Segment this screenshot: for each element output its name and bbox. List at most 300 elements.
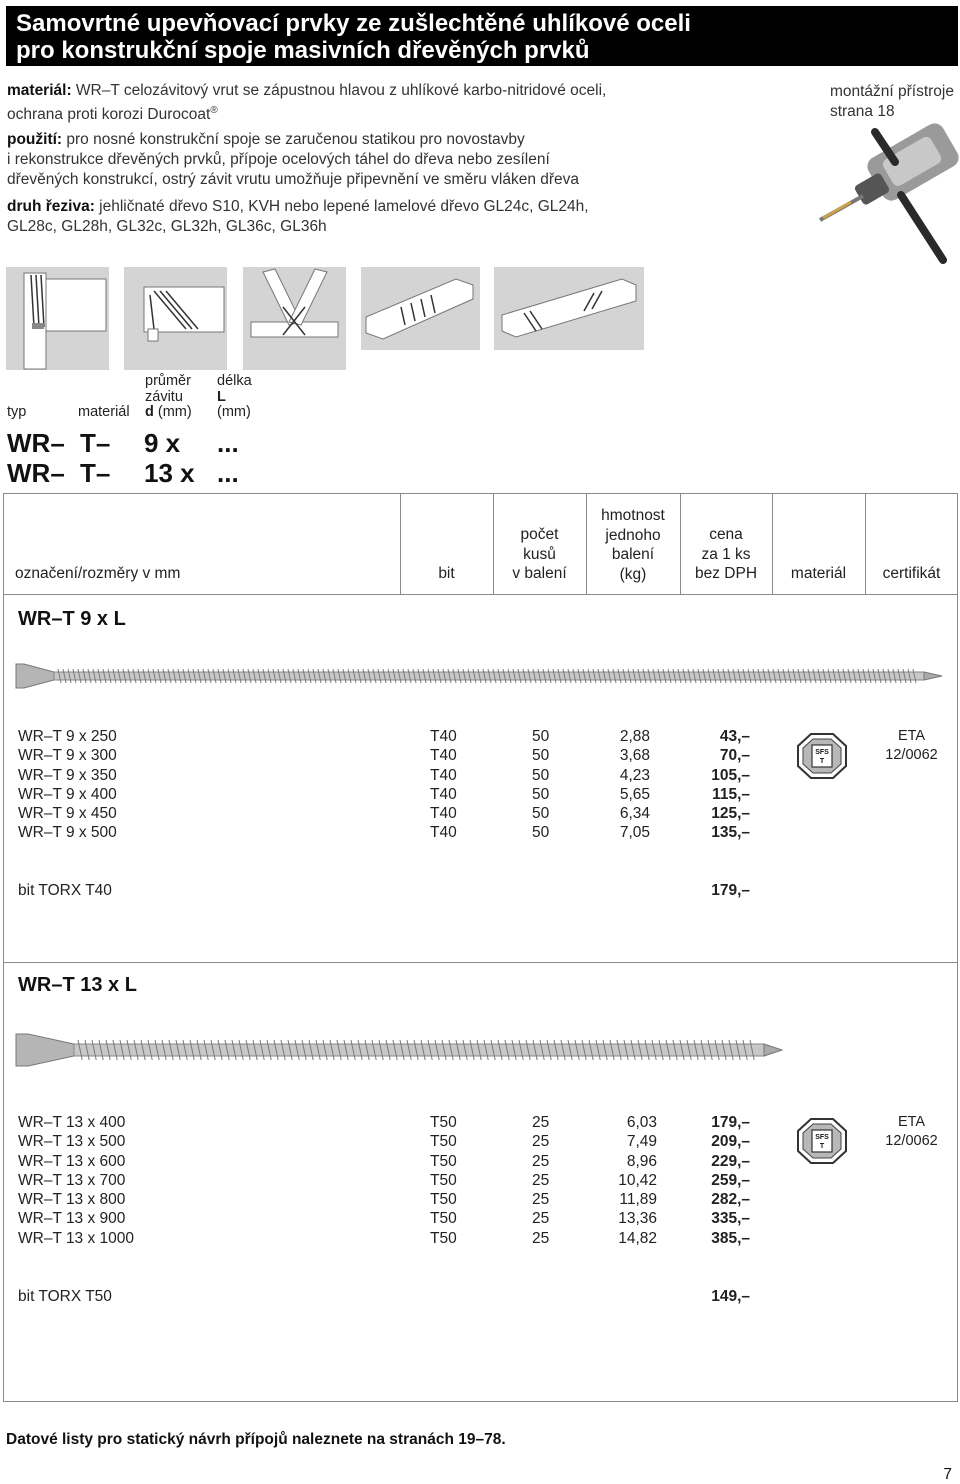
use-text-3: dřevěných konstrukcí, ostrý závit vrutu umožňuje připevnění ve směru vláken dřeva [7, 171, 580, 188]
price-line-3: bez DPH [694, 565, 758, 582]
table-row: WR–T 9 x 500 [18, 824, 117, 842]
thread-line [624, 1040, 628, 1060]
thread-line [403, 669, 406, 683]
drill-machine-icon [815, 120, 960, 265]
thread-line [183, 669, 186, 683]
material-text-1: WR–T celozávitový vrut se zápustnou hlavou z uhlíkové karbo-nitridové oceli, [71, 82, 607, 99]
thread-line [666, 1040, 670, 1060]
cell-price: 135,– [711, 824, 750, 842]
cell-weight: 7,49 [626, 1133, 657, 1151]
thread-line [668, 669, 671, 683]
thread-line [263, 669, 266, 683]
thread-line [526, 1040, 530, 1060]
thread-line [128, 669, 131, 683]
thread-line [281, 1040, 285, 1060]
thread-line [698, 669, 701, 683]
thread-line [798, 669, 801, 683]
type-header-diameter [145, 374, 192, 421]
thread-line [548, 669, 551, 683]
thread-line [373, 669, 376, 683]
thread-line [337, 1040, 341, 1060]
thread-line [723, 669, 726, 683]
thread-line [153, 669, 156, 683]
badge-text-line-2: T [819, 1143, 825, 1150]
price-column [680, 727, 750, 843]
thread-line [753, 669, 756, 683]
badge-text-line-1: SFS [815, 1134, 829, 1141]
table-row: WR–T 9 x 250 [18, 728, 117, 745]
section-rule [3, 962, 958, 963]
table-row: WR–T 13 x 1000 [18, 1229, 135, 1247]
thread-line [568, 669, 571, 683]
thread-line [163, 669, 166, 683]
thread-line [578, 669, 581, 683]
cell-bit: T40 [430, 747, 457, 765]
thread-line [518, 669, 521, 683]
thread-line [316, 1040, 320, 1060]
diagram-column-connection [6, 267, 109, 370]
thread-line [743, 1040, 747, 1060]
weight-column [596, 727, 650, 843]
thread-line [63, 669, 66, 683]
certificate-line-2: 12/0062 [885, 747, 938, 764]
thread-line [512, 1040, 516, 1060]
thread-line [155, 1040, 159, 1060]
thread-line [148, 669, 151, 683]
thread-line [863, 669, 866, 683]
thread-line [645, 1040, 649, 1060]
cell-price: 282,– [711, 1191, 750, 1209]
thread-line [623, 669, 626, 683]
thread-line [133, 669, 136, 683]
thread-line [793, 669, 796, 683]
thread-line [388, 669, 391, 683]
thread-line [694, 1040, 698, 1060]
count-line-2: kusů [523, 545, 556, 563]
thread-line [708, 669, 711, 683]
diameter-unit: (mm) [153, 404, 192, 420]
section-title: WR–T 13 x L [18, 974, 137, 996]
thread-line [687, 1040, 691, 1060]
table-row: WR–T 13 x 600 [18, 1152, 126, 1170]
material-text-2: ochrana proti korozi Durocoat [7, 106, 211, 124]
certificate-line-1: ETA [897, 728, 926, 744]
cell-weight: 7,05 [619, 824, 650, 842]
thread-line [533, 669, 536, 683]
thread-line [98, 669, 101, 683]
thread-line [438, 669, 441, 683]
cell-weight: 13,36 [618, 1210, 657, 1228]
thread-line [491, 1040, 495, 1060]
thread-line [873, 669, 876, 683]
thread-line [88, 669, 91, 683]
thread-line [652, 1040, 656, 1060]
thread-line [477, 1040, 481, 1060]
cell-bit: T50 [430, 1210, 457, 1228]
thread-line [449, 1040, 453, 1060]
thread-line [428, 1040, 432, 1060]
thread-line [738, 669, 741, 683]
thread-line [68, 669, 71, 683]
cell-weight: 4,23 [619, 766, 650, 784]
thread-line [333, 669, 336, 683]
length-unit: (mm) [217, 404, 251, 420]
thread-line [398, 669, 401, 683]
type-header-typ: typ [7, 404, 27, 420]
thread-line [498, 669, 501, 683]
thread-line [267, 1040, 271, 1060]
cell-price: 335,– [711, 1210, 750, 1228]
name-column [18, 1113, 134, 1248]
cell-bit: T50 [430, 1191, 457, 1209]
thread-line [302, 1040, 306, 1060]
thread-line [365, 1040, 369, 1060]
type-row-typ: WR– [7, 428, 65, 458]
badge-text-line-1: SFS [815, 749, 829, 756]
thread-line [323, 669, 326, 683]
table-row: WR–T 13 x 900 [18, 1210, 126, 1228]
thread-line [458, 669, 461, 683]
thread-line [85, 1040, 89, 1060]
thread-line [713, 669, 716, 683]
thread-line [246, 1040, 250, 1060]
length-symbol: L [217, 388, 226, 405]
thread-line [288, 1040, 292, 1060]
header-rule [3, 594, 958, 595]
thread-line [223, 669, 226, 683]
screw-thread-9mm [54, 660, 924, 692]
material-badge-icon [796, 1117, 848, 1165]
thread-line [596, 1040, 600, 1060]
thread-line [260, 1040, 264, 1060]
table-row: WR–T 13 x 400 [18, 1114, 126, 1131]
thread-line [162, 1040, 166, 1060]
thread-line [463, 1040, 467, 1060]
diagram-beam-reinforcement [124, 267, 227, 370]
thread-line [288, 669, 291, 683]
column-header-certificate: certifikát [882, 565, 941, 582]
thread-line [414, 1040, 418, 1060]
thread-line [728, 669, 731, 683]
thread-line [701, 1040, 705, 1060]
diagram-truss-joint [243, 267, 346, 370]
bit-row-name: bit TORX T50 [18, 1288, 112, 1305]
tool-reference [830, 82, 954, 122]
thread-line [768, 669, 771, 683]
thread-line [197, 1040, 201, 1060]
cell-bit: T50 [430, 1133, 457, 1151]
cell-bit: T50 [430, 1229, 457, 1247]
use-text-2: i rekonstrukce dřevěných prvků, přípoje ocelových táhel do dřeva nebo zesílení [7, 151, 550, 168]
thread-line [208, 669, 211, 683]
type-row-L: ... [217, 428, 239, 458]
bit-column [430, 727, 457, 843]
thread-line [92, 1040, 96, 1060]
cell-price: 125,– [711, 805, 750, 823]
thread-line [368, 669, 371, 683]
thread-line [99, 1040, 103, 1060]
thread-line [293, 669, 296, 683]
thread-line [540, 1040, 544, 1060]
bit-row-price: 149,– [711, 1288, 750, 1305]
thread-line [573, 669, 576, 683]
thread-line [722, 1040, 726, 1060]
thread-line [213, 669, 216, 683]
thread-line [344, 1040, 348, 1060]
section-title: WR–T 9 x L [18, 608, 126, 630]
thread-line [633, 669, 636, 683]
thread-line [158, 669, 161, 683]
thread-line [783, 669, 786, 683]
thread-line [358, 1040, 362, 1060]
thread-line [253, 1040, 257, 1060]
cell-price: 179,– [711, 1114, 750, 1131]
tool-reference-line-1: montážní přístroje [829, 83, 954, 100]
table-row: WR–T 9 x 350 [18, 766, 117, 784]
thread-line [169, 1040, 173, 1060]
thread-line [343, 669, 346, 683]
thread-line [533, 1040, 537, 1060]
thread-line [718, 669, 721, 683]
thread-line [663, 669, 666, 683]
cell-count: 50 [532, 785, 550, 803]
thread-line [78, 669, 81, 683]
thread-line [853, 669, 856, 683]
page-title [6, 6, 958, 66]
thread-line [348, 669, 351, 683]
cell-count: 25 [532, 1191, 550, 1209]
cell-price: 115,– [712, 785, 750, 803]
column-header-material: materiál [790, 565, 847, 582]
cell-bit: T40 [430, 766, 457, 784]
diagram-notch-reinforcement [361, 267, 480, 350]
thread-line [358, 669, 361, 683]
thread-line [423, 669, 426, 683]
thread-line [193, 669, 196, 683]
cell-count: 50 [532, 747, 550, 765]
count-column [532, 727, 549, 843]
thread-line [908, 669, 911, 683]
thread-line [408, 669, 411, 683]
thread-line [120, 1040, 124, 1060]
thread-line [583, 669, 586, 683]
thread-line [268, 669, 271, 683]
thread-line [750, 1040, 754, 1060]
thread-line [673, 669, 676, 683]
thread-line [134, 1040, 138, 1060]
page-number: 7 [943, 1466, 952, 1483]
thread-line [568, 1040, 572, 1060]
thread-line [868, 669, 871, 683]
thread-line [493, 669, 496, 683]
thread-line [498, 1040, 502, 1060]
price-line-1: cena [709, 526, 743, 543]
thread-line [393, 669, 396, 683]
thread-line [239, 1040, 243, 1060]
thread-line [903, 669, 906, 683]
thread-line [608, 669, 611, 683]
use-text-1: pro nosné konstrukční spoje se zaručenou statikou pro novostavby [62, 131, 525, 148]
thread-line [833, 669, 836, 683]
thread-line [582, 1040, 586, 1060]
thread-line [178, 669, 181, 683]
thread-line [715, 1040, 719, 1060]
thread-line [218, 1040, 222, 1060]
thread-line [638, 1040, 642, 1060]
thread-line [328, 669, 331, 683]
certificate-line-2: 12/0062 [885, 1133, 938, 1150]
thread-line [478, 669, 481, 683]
cell-price: 209,– [711, 1133, 750, 1151]
thread-line [878, 669, 881, 683]
cell-weight: 8,96 [626, 1152, 657, 1170]
thread-line [273, 669, 276, 683]
product-table [3, 493, 958, 1402]
thread-line [893, 669, 896, 683]
footer-note: Datové listy pro statický návrh přípojů naleznete na stranách 19–78. [6, 1431, 506, 1448]
thread-line [488, 669, 491, 683]
thread-line [106, 1040, 110, 1060]
table-row: WR–T 13 x 500 [18, 1133, 126, 1151]
thread-line [763, 669, 766, 683]
thread-line [598, 669, 601, 683]
cell-count: 25 [532, 1114, 550, 1131]
thread-line [386, 1040, 390, 1060]
type-row-d: 13 x [144, 458, 195, 488]
weight-line-3: balení [611, 546, 655, 563]
thread-line [528, 669, 531, 683]
thread-line [190, 1040, 194, 1060]
thread-line [204, 1040, 208, 1060]
cell-price: 43,– [719, 728, 750, 745]
thread-line [733, 669, 736, 683]
column-header-bit: bit [438, 565, 455, 582]
thread-line [183, 1040, 187, 1060]
thread-line [83, 669, 86, 683]
thread-line [547, 1040, 551, 1060]
cell-bit: T50 [430, 1114, 457, 1131]
thread-line [113, 669, 116, 683]
cell-bit: T50 [430, 1171, 457, 1189]
thread-line [138, 669, 141, 683]
thread-line [442, 1040, 446, 1060]
thread-line [848, 669, 851, 683]
wood-description [7, 197, 589, 237]
column-header-weight [586, 506, 680, 584]
bit-column [430, 1113, 457, 1248]
thread-line [203, 669, 206, 683]
thread-line [813, 669, 816, 683]
cell-bit: T40 [430, 824, 457, 842]
thread-line [653, 669, 656, 683]
cell-bit: T40 [430, 785, 457, 803]
thread-line [773, 669, 776, 683]
thread-line [278, 669, 281, 683]
thread-line [258, 669, 261, 683]
thread-line [729, 1040, 733, 1060]
thread-line [658, 669, 661, 683]
certificate-cell [865, 1113, 958, 1152]
thread-line [228, 669, 231, 683]
thread-line [418, 669, 421, 683]
thread-line [372, 1040, 376, 1060]
thread-line [295, 1040, 299, 1060]
thread-line [588, 669, 591, 683]
price-line-2: za 1 ks [701, 545, 751, 563]
cell-count: 50 [532, 824, 550, 842]
thread-line [118, 669, 121, 683]
thread-line [828, 669, 831, 683]
thread-line [617, 1040, 621, 1060]
thread-line [453, 669, 456, 683]
diameter-symbol: d [145, 404, 154, 420]
cell-bit: T50 [430, 1152, 457, 1170]
thread-line [433, 669, 436, 683]
thread-line [803, 669, 806, 683]
thread-line [421, 1040, 425, 1060]
thread-line [589, 1040, 593, 1060]
thread-line [858, 669, 861, 683]
thread-line [808, 669, 811, 683]
wood-label: druh řeziva: [7, 198, 95, 215]
thread-line [93, 669, 96, 683]
thread-line [353, 669, 356, 683]
thread-line [383, 669, 386, 683]
title-line-1: Samovrtné upevňovací prvky ze zušlechtěné uhlíkové oceli [16, 10, 691, 37]
thread-line [603, 1040, 607, 1060]
diagram-support-reinforcement [494, 267, 644, 350]
cell-weight: 11,89 [619, 1191, 657, 1209]
thread-line [610, 1040, 614, 1060]
thread-line [378, 669, 381, 683]
thread-line [225, 1040, 229, 1060]
thread-line [413, 669, 416, 683]
thread-line [400, 1040, 404, 1060]
table-row: WR–T 9 x 400 [18, 785, 117, 803]
thread-line [351, 1040, 355, 1060]
thread-line [618, 669, 621, 683]
thread-line [693, 669, 696, 683]
wood-text-1: jehličnaté dřevo S10, KVH nebo lepené lamelové dřevo GL24c, GL24h, [94, 198, 589, 215]
thread-line [558, 669, 561, 683]
thread-line [484, 1040, 488, 1060]
thread-line [233, 669, 236, 683]
thread-line [363, 669, 366, 683]
thread-line [638, 669, 641, 683]
thread-line [631, 1040, 635, 1060]
thread-line [313, 669, 316, 683]
cell-weight: 10,42 [618, 1171, 657, 1189]
thread-line [253, 669, 256, 683]
weight-column [596, 1113, 657, 1248]
weight-line-1: hmotnost [601, 507, 665, 524]
certificate-line-1: ETA [897, 1114, 926, 1130]
thread-line [673, 1040, 677, 1060]
thread-line [218, 669, 221, 683]
cell-count: 25 [532, 1210, 550, 1228]
thread-line [303, 669, 306, 683]
cell-weight: 6,34 [619, 805, 650, 823]
thread-line [78, 1040, 82, 1060]
type-row-typ: WR– [7, 458, 65, 488]
thread-line [113, 1040, 117, 1060]
bit-row-name: bit TORX T40 [18, 882, 112, 899]
thread-line [330, 1040, 334, 1060]
bit-row-price: 179,– [711, 882, 750, 899]
use-description [7, 130, 579, 190]
thread-line [554, 1040, 558, 1060]
thread-line [483, 669, 486, 683]
